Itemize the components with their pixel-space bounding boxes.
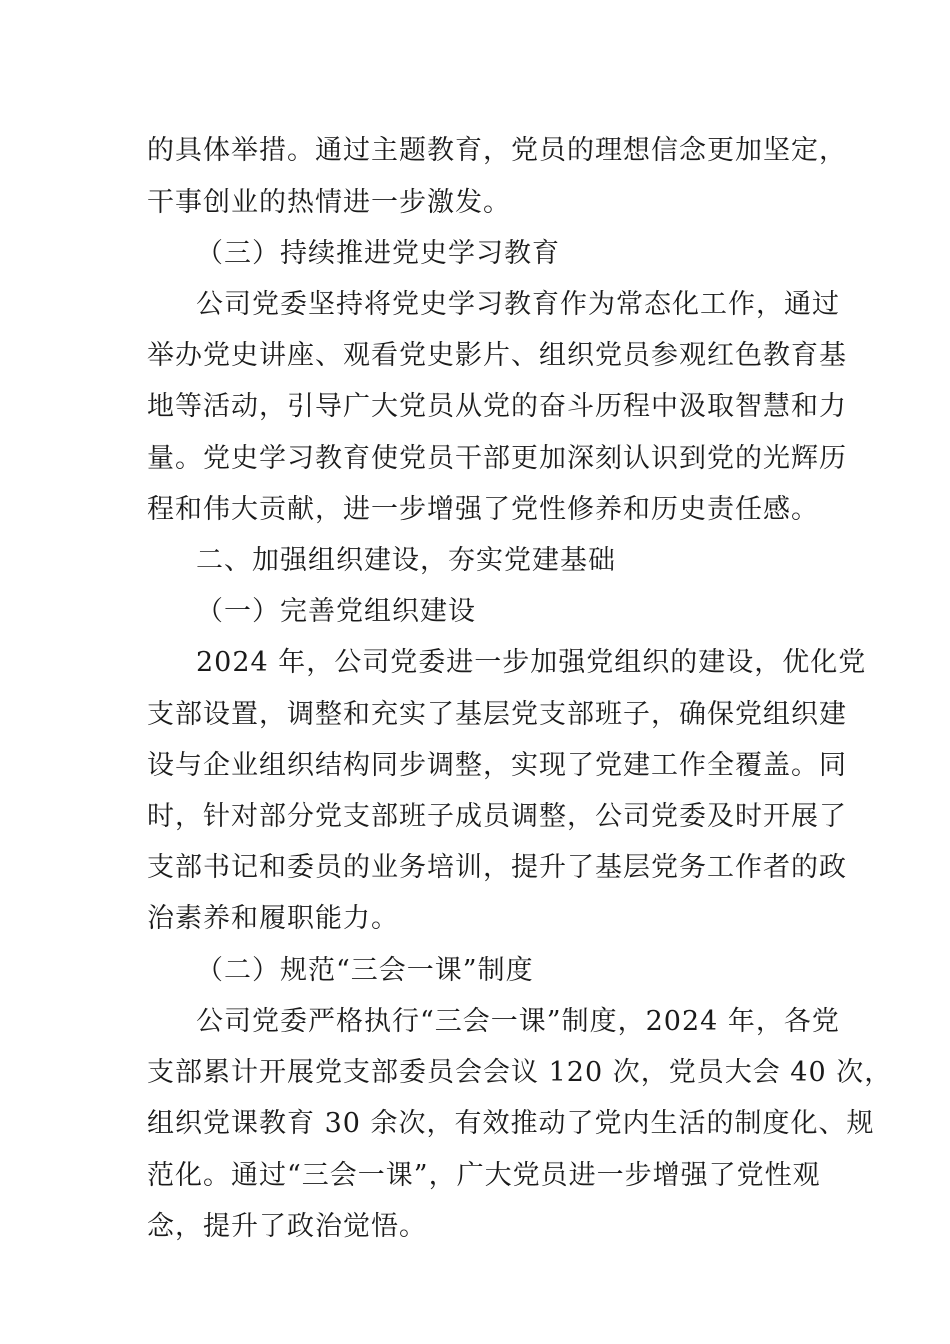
text-line: 支部书记和委员的业务培训，提升了基层党务工作者的政: [147, 852, 847, 883]
text-line: 支部设置，调整和充实了基层党支部班子，确保党组织建: [147, 699, 847, 730]
subsection-heading: （二）规范“三会一课”制度: [196, 955, 534, 986]
text-line: 量。党史学习教育使党员干部更加深刻认识到党的光辉历: [147, 443, 847, 474]
text-line: 公司党委坚持将党史学习教育作为常态化工作，通过: [196, 289, 840, 320]
subsection-heading: （三）持续推进党史学习教育: [196, 238, 560, 269]
section-heading: 二、加强组织建设，夯实党建基础: [196, 545, 616, 576]
text-line: 程和伟大贡献，进一步增强了党性修养和历史责任感。: [147, 494, 819, 525]
text-line: 时，针对部分党支部班子成员调整，公司党委及时开展了: [147, 801, 847, 832]
text-line: 范化。通过“三会一课”，广大党员进一步增强了党性观: [147, 1160, 821, 1191]
text-line: 组织党课教育 30 余次，有效推动了党内生活的制度化、规: [147, 1108, 875, 1139]
text-line: 念，提升了政治觉悟。: [147, 1211, 427, 1242]
text-line: 支部累计开展党支部委员会会议 120 次，党员大会 40 次，: [147, 1057, 893, 1088]
text-line: 举办党史讲座、观看党史影片、组织党员参观红色教育基: [147, 340, 847, 371]
text-line: 治素养和履职能力。: [147, 903, 399, 934]
subsection-heading: （一）完善党组织建设: [196, 596, 476, 627]
text-line: 公司党委严格执行“三会一课”制度，2024 年，各党: [196, 1006, 840, 1037]
text-line: 干事创业的热情进一步激发。: [147, 187, 511, 218]
text-line: 地等活动，引导广大党员从党的奋斗历程中汲取智慧和力: [147, 391, 847, 422]
text-line: 设与企业组织结构同步调整，实现了党建工作全覆盖。同: [147, 750, 847, 781]
text-line: 2024 年，公司党委进一步加强党组织的建设，优化党: [196, 647, 867, 678]
text-line: 的具体举措。通过主题教育，党员的理想信念更加坚定，: [147, 135, 847, 166]
